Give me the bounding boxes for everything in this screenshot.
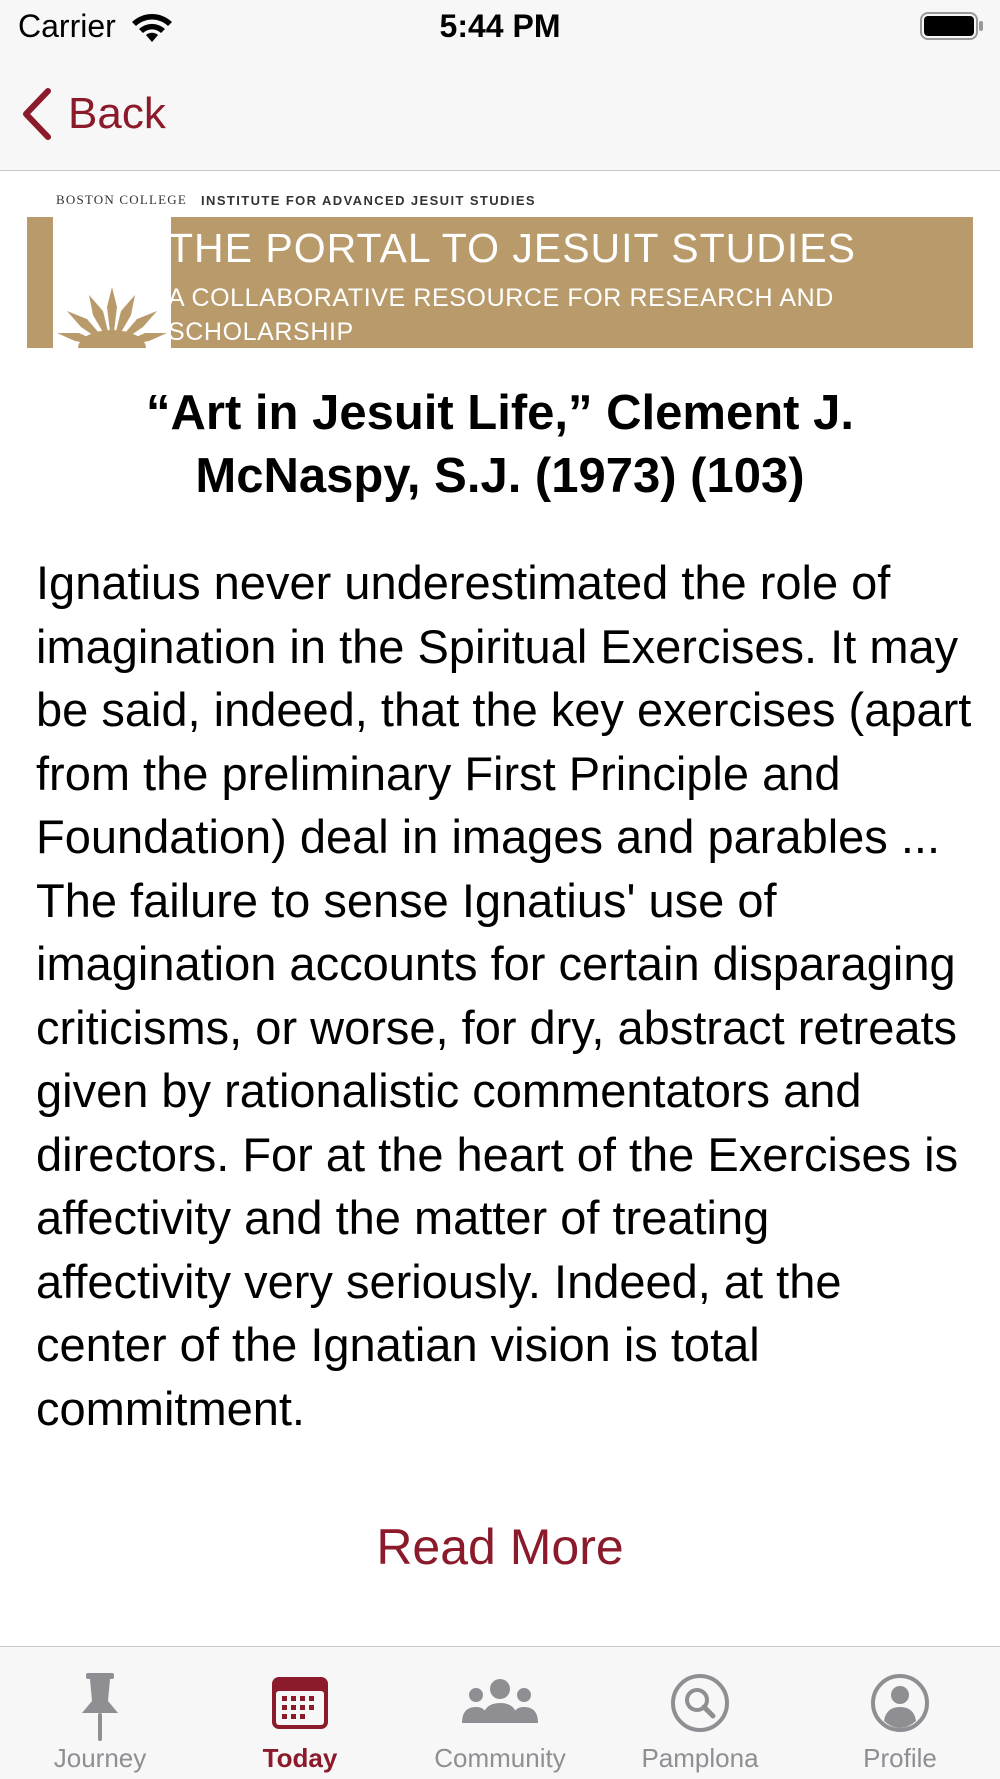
portal-banner: [27, 217, 973, 348]
tab-today[interactable]: [200, 1647, 400, 1779]
pushpin-icon: [60, 1671, 140, 1743]
status-time: 5:44 PM: [439, 8, 561, 44]
article-body-container: [36, 551, 976, 1461]
tab-label: Journey: [53, 1743, 147, 1773]
tab-bar: [0, 1646, 1000, 1779]
tab-profile[interactable]: [800, 1647, 1000, 1779]
article-body: Ignatius never underestimated the role of imagination in the Spiritual Exercises. It may be said, indeed, that the key exercises (apart from the preliminary First Principle and Foundation) deal in images and parables ... The failure to sense Ignatius' use of imagination accounts for certain disparaging criticisms, or worse, for dry, abstract retreats given by rationalistic commentators and directors. For at the heart of the Exercises is affectivity and the matter of treating affectivity very seriously. Indeed, at the center of the Ignatian vision is total commitment.: [36, 556, 972, 1435]
read-more-button[interactable]: Read More: [376, 1519, 624, 1575]
search-circle-icon: [660, 1671, 740, 1743]
banner-institute: INSTITUTE FOR ADVANCED JESUIT STUDIES: [201, 192, 536, 208]
calendar-icon: [260, 1671, 340, 1743]
person-circle-icon: [860, 1671, 940, 1743]
status-bar: [0, 0, 1000, 56]
battery-icon: [920, 12, 984, 40]
banner-institution: [56, 190, 536, 210]
banner-subtitle: A COLLABORATIVE RESOURCE FOR RESEARCH AND SCHOLARSHIP: [168, 284, 834, 346]
carrier-label: Carrier: [18, 8, 116, 44]
tab-community[interactable]: [400, 1647, 600, 1779]
tab-label: Pamplona: [641, 1743, 759, 1773]
banner-logo-box: [53, 217, 171, 348]
banner-college: BOSTON COLLEGE: [56, 192, 188, 207]
sunburst-logo-icon: [53, 277, 171, 348]
tab-pamplona[interactable]: [600, 1647, 800, 1779]
banner-title: THE PORTAL TO JESUIT STUDIES: [168, 225, 856, 271]
tab-label: Community: [434, 1743, 566, 1773]
back-button[interactable]: [18, 84, 166, 144]
tab-label: Today: [262, 1743, 338, 1773]
article-title: “Art in Jesuit Life,” Clement J. McNaspy, S.J. (1973) (103): [146, 386, 854, 503]
navigation-bar: [0, 56, 1000, 171]
people-icon: [440, 1671, 560, 1743]
back-label: Back: [68, 89, 166, 138]
tab-journey[interactable]: [0, 1647, 200, 1779]
chevron-left-icon: [18, 87, 54, 141]
tab-label: Profile: [863, 1743, 937, 1773]
